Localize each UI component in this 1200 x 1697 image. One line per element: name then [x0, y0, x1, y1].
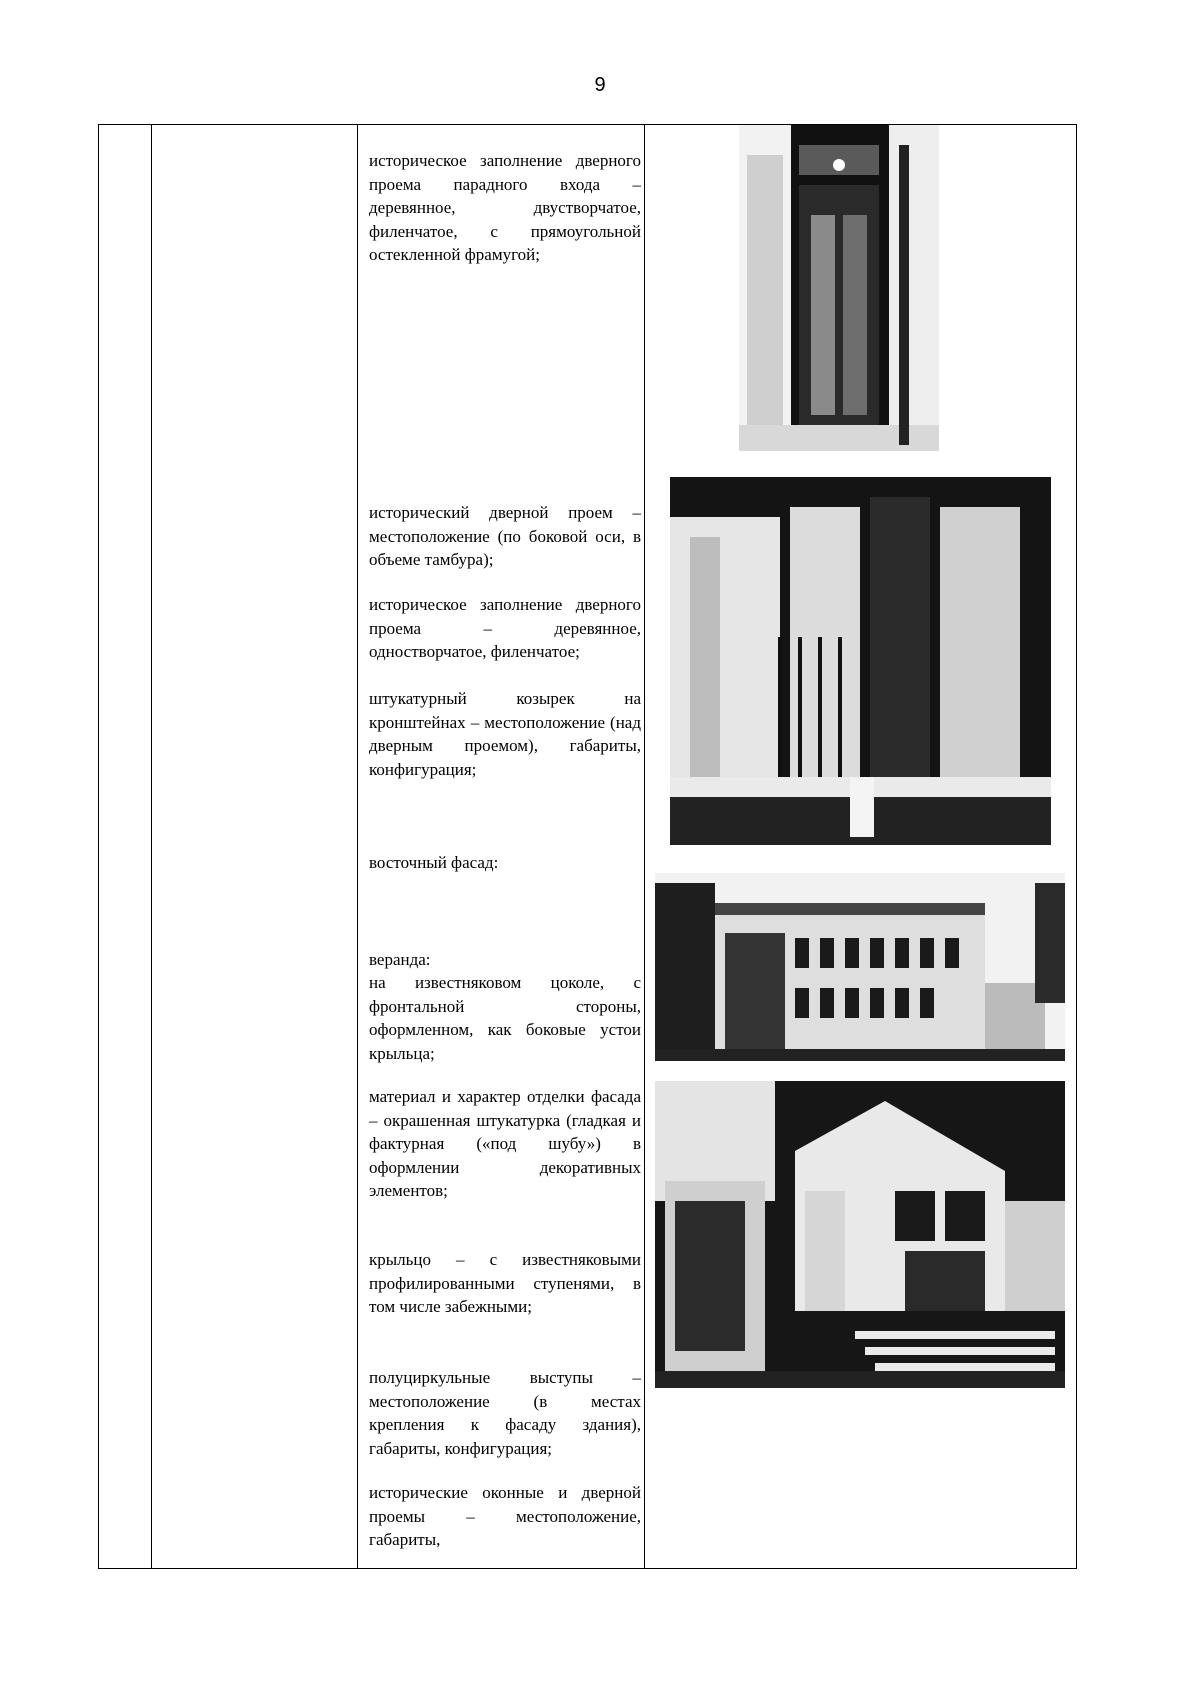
- column-divider-2: [357, 125, 358, 1568]
- text-paragraph: штукатурный козырек на кронштейнах – местоположение (над дверным проемом), габариты, конфигурация;: [369, 689, 641, 779]
- door-entrance-photo: [739, 125, 939, 451]
- page-number: 9: [594, 74, 606, 96]
- text-paragraph: восточный фасад:: [369, 853, 499, 872]
- text-paragraph: историческое заполнение дверного проема – деревянное, одностворчатое, филенчатое;: [369, 595, 641, 661]
- document-table: [98, 124, 1077, 1569]
- east-facade-photo: [655, 873, 1065, 1061]
- veranda-porch-photo: [655, 1081, 1065, 1388]
- text-paragraph: исторические оконные и дверной проемы – местоположение, габариты,: [369, 1483, 641, 1549]
- text-paragraph: историческое заполнение дверного проема парадного входа – деревянное, двустворчатое, филенчатое, с прямоугольной остекленной фрамугой;: [369, 151, 641, 264]
- side-door-photo: [670, 477, 1051, 845]
- text-paragraph: материал и характер отделки фасада – окрашенная штукатурка (гладкая и фактурная («под шубу») в оформлении декоративных элементов;: [369, 1087, 641, 1200]
- text-paragraph: крыльцо – с известняковыми профилированными ступенями, в том числе забежными;: [369, 1250, 641, 1316]
- text-paragraph: исторический дверной проем – местоположение (по боковой оси, в объеме тамбура);: [369, 503, 641, 569]
- text-paragraph: на известняковом цоколе, с фронтальной стороны, оформленном, как боковые устои крыльца;: [369, 973, 641, 1063]
- column-divider-3: [644, 125, 645, 1568]
- description-column: [369, 125, 641, 1568]
- text-paragraph: веранда:: [369, 950, 431, 969]
- column-divider-1: [151, 125, 152, 1568]
- text-paragraph: полуциркульные выступы – местоположение (в местах крепления к фасаду здания), габариты, конфигурация;: [369, 1368, 641, 1458]
